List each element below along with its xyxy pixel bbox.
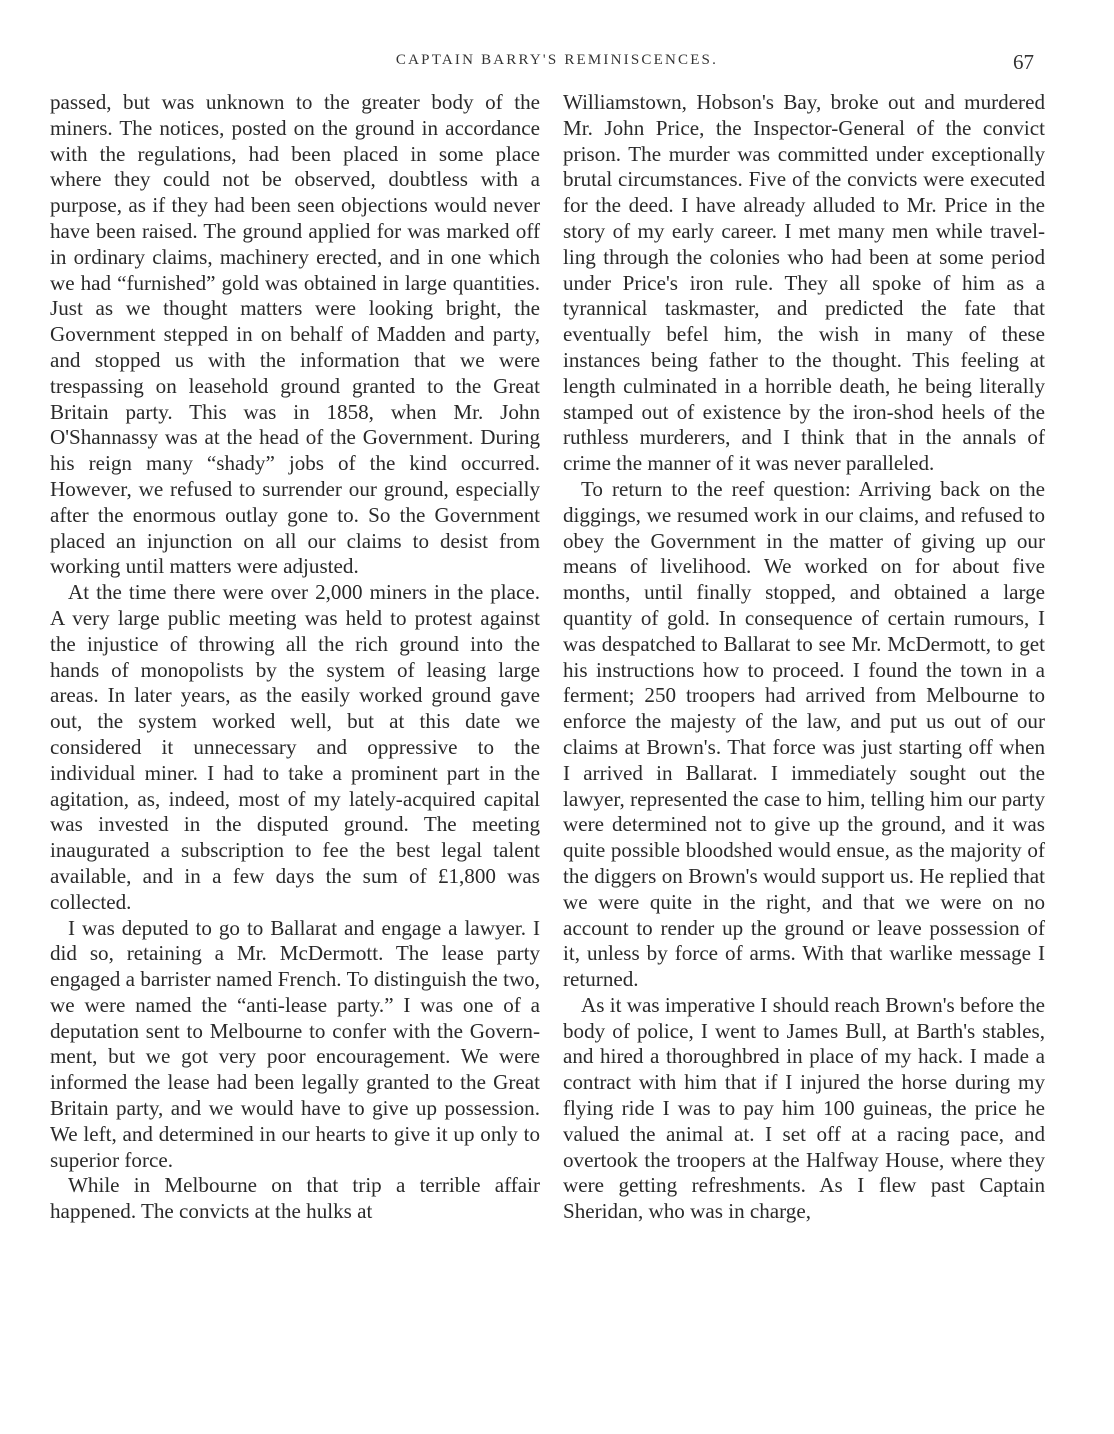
paragraph: At the time there were over 2,000 miners in the place. A very large public meeting was held to protest against the injustice of throwing all the rich ground into the hands of monopolists by the system of leasing large areas. In later years, as the easily worked ground gave out, the system worked well, but at this date we considered it unnecessary and oppressive to the individual miner. I had to take a prominent part in the agitation, as, indeed, most of my lately-acquired capital was invested in the disputed ground. The meeting inaugurated a subscription to fee the best legal talent available, and in a few days the sum of £1,800 was collected. [50,580,540,914]
paragraph: To return to the reef question: Arriving back on the diggings, we resumed work in our claims, and refused to obey the Government in the matter of giving up our means of livelihood. We worked on for about five months, until finally stopped, and obtained a large quantity of gold. In consequence of certain rumours, I was despatched to Ballarat to see Mr. McDermott, to get his instructions how to proceed. I found the town in a ferment; 250 troopers had arrived from Melbourne to enforce the majesty of the law, and put us out of our claims at Brown's. That force was just starting off when I arrived in Ballarat. I immediately sought out the lawyer, represented the case to him, telling him our party were determined not to give up the ground, and it was quite possible bloodshed would ensue, as the majority of the diggers on Brown's would support us. He replied that we were quite in the right, and that we were on no account to render up the ground or leave possession of it, unless by force of arms. With that warlike message I returned. [563,476,1045,992]
paragraph: I was deputed to go to Ballarat and engage a lawyer. I did so, retaining a Mr. McDermott. The lease party engaged a barrister named French. To distinguish the two, we were named the “anti-lease party.” I was one of a deputation sent to Melbourne to confer with the Government, but we got very poor encouragement. We were informed the lease had been legally granted to the Great Britain party, and we would have to give up possession. We left, and determined in our hearts to give it up only to superior force. [50,915,540,1172]
paragraph: passed, but was unknown to the greater body of the miners. The notices, posted on the ground in accordance with the regulations, had been placed in some place where they could not be observed, doubtless with a purpose, as if they had been seen objections would never have been raised. The ground applied for was marked off in ordinary claims, machinery erected, and in one which we had “furnished” gold was obtained in large quantities. Just as we thought matters were looking bright, the Government stepped in on behalf of Madden and party, and stopped us with the information that we were trespassing on leasehold ground granted to the Great Britain party. This was in 1858, when Mr. John O'Shannassy was at the head of the Government. During his reign many “shady” jobs of the kind occurred. However, we refused to surrender our ground, especially after the enormous outlay gone to. So the Government placed an injunction on all our claims to desist from working until matters were adjusted. [50,90,540,579]
left-column [50,90,540,1225]
paragraph: While in Melbourne on that trip a terrible affair happened. The convicts at the hulks at [50,1173,540,1224]
paragraph: Williamstown, Hobson's Bay, broke out and murdered Mr. John Price, the Inspector-General of the convict prison. The murder was committed under exceptionally brutal circumstances. Five of the convicts were executed for the deed. I have already alluded to Mr. Price in the story of my early career. I met many men while travelling through the colonies who had been at some period under Price's iron rule. They all spoke of him as a tyrannical taskmaster, and predicted the fate that eventually befel him, the wish in many of these instances being father to the thought. This feeling at length culminated in a horrible death, he being literally stamped out of existence by the iron-shod heels of the ruthless murderers, and I think that in the annals of crime the manner of it was never paralleled. [563,90,1045,476]
page-header [0,50,1114,80]
running-title: CAPTAIN BARRY'S REMINISCENCES. [395,52,719,68]
paragraph: As it was imperative I should reach Brown's before the body of police, I went to James Bull, at Barth's stables, and hired a thoroughbred in place of my hack. I made a contract with him that if I injured the horse during my flying ride I was to pay him 100 guineas, the price he valued the animal at. I set off at a racing pace, and overtook the troopers at the Halfway House, where they were getting refreshments. As I flew past Captain Sheridan, who was in charge, [563,992,1045,1224]
page-number: 67 [1013,50,1034,74]
right-column [563,90,1045,1225]
